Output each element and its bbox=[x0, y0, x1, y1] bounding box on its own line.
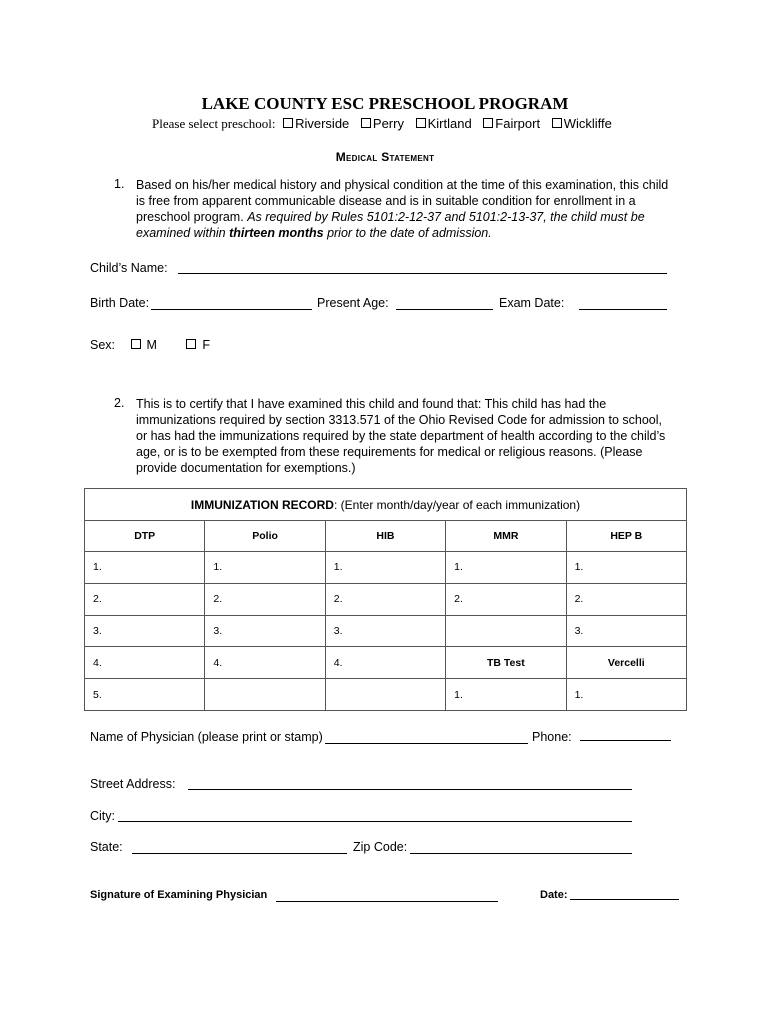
checkbox-icon[interactable] bbox=[186, 339, 196, 349]
birth-date-field[interactable] bbox=[151, 309, 312, 310]
table-cell[interactable] bbox=[325, 679, 445, 711]
date-field[interactable] bbox=[570, 899, 679, 900]
table-row bbox=[85, 552, 687, 584]
column-header-hepb: HEP B bbox=[566, 521, 686, 552]
checkbox-icon[interactable] bbox=[131, 339, 141, 349]
table-row bbox=[85, 679, 687, 711]
state-label: State: bbox=[90, 840, 123, 854]
table-cell[interactable]: 3. bbox=[566, 615, 686, 647]
table-cell[interactable]: 3. bbox=[85, 615, 205, 647]
immunization-table bbox=[84, 488, 687, 711]
checkbox-icon[interactable] bbox=[361, 118, 371, 128]
checkbox-icon[interactable] bbox=[483, 118, 493, 128]
child-name-label: Child’s Name: bbox=[90, 261, 168, 275]
statement1-number: 1. bbox=[114, 177, 125, 191]
statement2-text: This is to certify that I have examined this child and found that: This child has had the immunizations required by section 3313.571 of the Ohio Revised Code for admission to school, or has had the immunizations required by the state department of health according to the child’s age, or is to be exempted from these requirements for medical or religious reasons. (Please provide documentation for exemptions.) bbox=[136, 397, 666, 475]
table-cell[interactable]: 1. bbox=[85, 552, 205, 584]
child-name-field[interactable] bbox=[178, 273, 667, 274]
table-cell[interactable]: 1. bbox=[566, 679, 686, 711]
preschool-option-kirtland[interactable]: Kirtland bbox=[416, 116, 472, 131]
present-age-label: Present Age: bbox=[317, 296, 389, 310]
column-header-hib: HIB bbox=[325, 521, 445, 552]
phone-label: Phone: bbox=[532, 730, 572, 744]
zip-code-label: Zip Code: bbox=[353, 840, 408, 854]
preschool-option-fairport[interactable]: Fairport bbox=[483, 116, 540, 131]
checkbox-icon[interactable] bbox=[416, 118, 426, 128]
zip-code-field[interactable] bbox=[410, 853, 632, 854]
table-cell[interactable]: 5. bbox=[85, 679, 205, 711]
sex-option-m[interactable]: M bbox=[131, 338, 157, 352]
table-cell[interactable] bbox=[205, 679, 325, 711]
table-row bbox=[85, 583, 687, 615]
city-label: City: bbox=[90, 809, 115, 823]
table-row bbox=[85, 647, 687, 679]
vercelli-header: Vercelli bbox=[566, 647, 686, 679]
table-cell[interactable]: 2. bbox=[85, 583, 205, 615]
section-title: Medical Statement bbox=[335, 150, 435, 164]
immunization-title: IMMUNIZATION RECORD: (Enter month/day/year of each immunization) bbox=[85, 489, 687, 521]
preschool-select bbox=[152, 116, 612, 132]
checkbox-icon[interactable] bbox=[283, 118, 293, 128]
checkbox-icon[interactable] bbox=[552, 118, 562, 128]
preschool-option-riverside[interactable]: Riverside bbox=[283, 116, 349, 131]
table-row bbox=[85, 615, 687, 647]
statement1-text: Based on his/her medical history and physical condition at the time of this examination, this child is free from apparent communicable disease and is in suitable condition for enrollment in a preschool program. As required by Rules 5101:2-12-37 and 5101:2-13-37, the child must be examined within thirteen months prior to the date of admission. bbox=[136, 178, 669, 240]
column-header-polio: Polio bbox=[205, 521, 325, 552]
sex-label: Sex: bbox=[90, 338, 116, 352]
table-cell[interactable]: 4. bbox=[85, 647, 205, 679]
select-prompt: Please select preschool: bbox=[152, 116, 276, 131]
statement2-number: 2. bbox=[114, 396, 125, 410]
table-cell[interactable]: 1. bbox=[446, 679, 566, 711]
table-cell[interactable]: 2. bbox=[205, 583, 325, 615]
table-cell[interactable]: 3. bbox=[205, 615, 325, 647]
phone-field[interactable] bbox=[580, 740, 671, 741]
column-header-dtp: DTP bbox=[85, 521, 205, 552]
tb-test-header: TB Test bbox=[446, 647, 566, 679]
exam-date-label: Exam Date: bbox=[499, 296, 565, 310]
signature-field[interactable] bbox=[276, 901, 498, 902]
present-age-field[interactable] bbox=[396, 309, 493, 310]
sex-row bbox=[90, 338, 210, 352]
table-cell[interactable]: 4. bbox=[325, 647, 445, 679]
table-cell[interactable] bbox=[446, 615, 566, 647]
table-cell[interactable]: 1. bbox=[446, 552, 566, 584]
table-cell[interactable]: 2. bbox=[325, 583, 445, 615]
street-address-label: Street Address: bbox=[90, 777, 176, 791]
date-label: Date: bbox=[540, 889, 568, 901]
table-cell[interactable]: 1. bbox=[325, 552, 445, 584]
table-cell[interactable]: 1. bbox=[205, 552, 325, 584]
signature-label: Signature of Examining Physician bbox=[90, 889, 268, 901]
form-title: LAKE COUNTY ESC PRESCHOOL PROGRAM bbox=[201, 94, 569, 113]
physician-name-field[interactable] bbox=[325, 743, 528, 744]
table-cell[interactable]: 1. bbox=[566, 552, 686, 584]
sex-option-f[interactable]: F bbox=[186, 338, 210, 352]
exam-date-field[interactable] bbox=[579, 309, 667, 310]
table-cell[interactable]: 3. bbox=[325, 615, 445, 647]
column-header-mmr: MMR bbox=[446, 521, 566, 552]
preschool-option-perry[interactable]: Perry bbox=[361, 116, 404, 131]
physician-name-label: Name of Physician (please print or stamp) bbox=[90, 730, 323, 744]
street-address-field[interactable] bbox=[188, 789, 632, 790]
city-field[interactable] bbox=[118, 821, 632, 822]
birth-date-label: Birth Date: bbox=[90, 296, 150, 310]
table-cell[interactable]: 4. bbox=[205, 647, 325, 679]
table-cell[interactable]: 2. bbox=[566, 583, 686, 615]
state-field[interactable] bbox=[132, 853, 347, 854]
table-cell[interactable]: 2. bbox=[446, 583, 566, 615]
preschool-option-wickliffe[interactable]: Wickliffe bbox=[552, 116, 612, 131]
